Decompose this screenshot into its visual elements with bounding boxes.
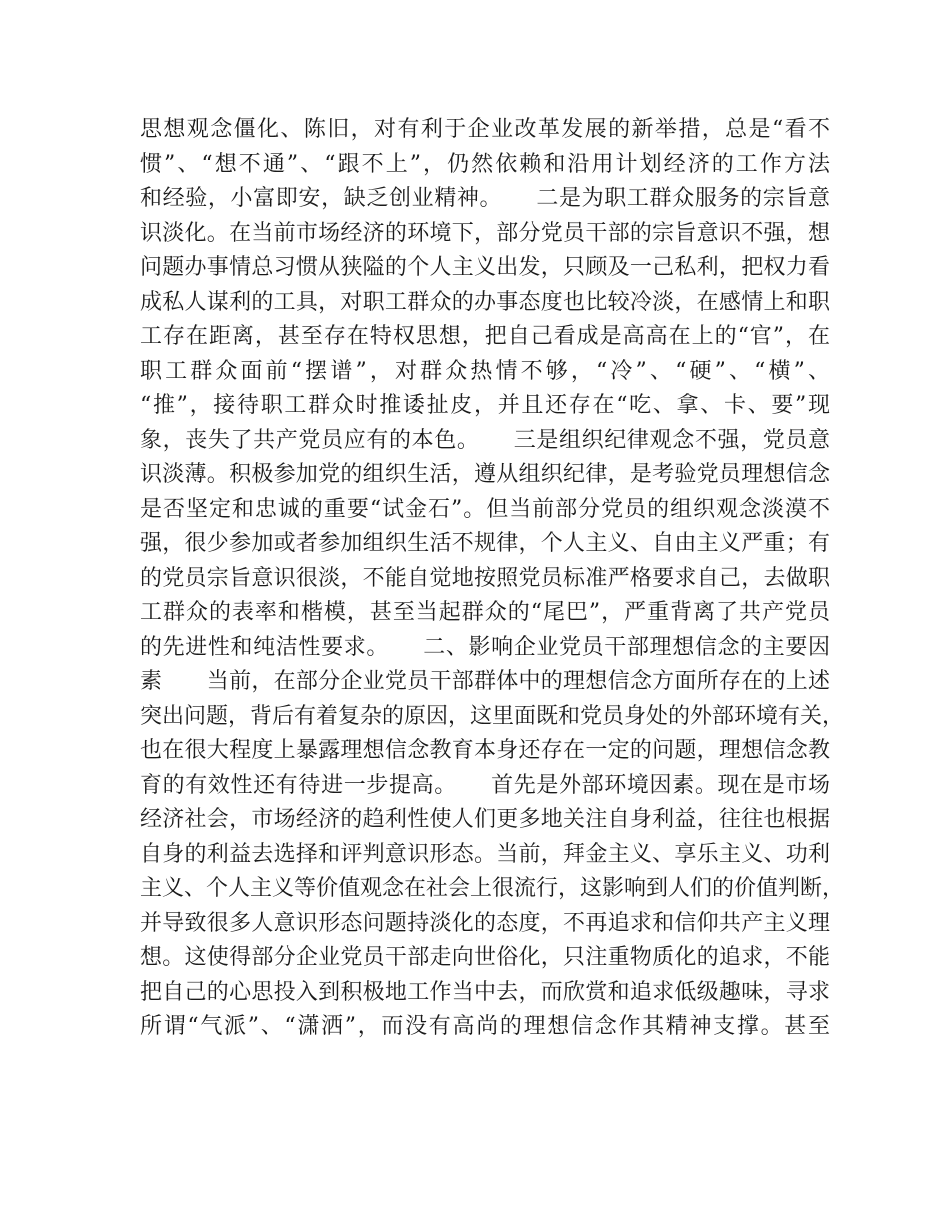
text-line: 识淡化。在当前市场经济的环境下，部分党员干部的宗旨意识不强，想 bbox=[140, 220, 830, 246]
text-line: 的党员宗旨意识很淡，不能自觉地按照党员标准严格要求自己，去做职 bbox=[140, 565, 830, 591]
text-line: 识淡薄。积极参加党的组织生活，遵从组织纪律，是考验党员理想信念 bbox=[140, 462, 830, 487]
text-line: 象，丧失了共产党员应有的本色。 三是组织纪律观念不强，党员意 bbox=[140, 427, 830, 453]
text-line: 经济社会，市场经济的趋利性使人们更多地关注自身利益，往往也根据 bbox=[140, 807, 830, 832]
text-line: 素 当前，在部分企业党员干部群体中的理想信念方面所存在的上述 bbox=[140, 669, 830, 694]
text-line: 也在很大程度上暴露理想信念教育本身还存在一定的问题，理想信念教 bbox=[140, 738, 830, 763]
text-line: 育的有效性还有待进一步提高。 首先是外部环境因素。现在是市场 bbox=[140, 772, 830, 798]
text-line: 想。这使得部分企业党员干部走向世俗化，只注重物质化的追求，不能 bbox=[140, 945, 830, 970]
text-line: 职工群众面前“摆谱”，对群众热情不够，“冷”、“硬”、“横”、 bbox=[140, 358, 830, 384]
text-line: 是否坚定和忠诚的重要“试金石”。但当前部分党员的组织观念淡漠不 bbox=[140, 496, 830, 522]
text-line: 自身的利益去选择和评判意识形态。当前，拜金主义、享乐主义、功利 bbox=[140, 841, 830, 867]
text-line: 和经验，小富即安，缺乏创业精神。 二是为职工群众服务的宗旨意 bbox=[140, 186, 830, 211]
text-line: “推”，接待职工群众时推诿扯皮，并且还存在“吃、拿、卡、要”现 bbox=[140, 393, 830, 418]
text-line: 工存在距离，甚至存在特权思想，把自己看成是高高在上的“官”，在 bbox=[140, 324, 830, 349]
text-line: 把自己的心思投入到积极地工作当中去，而欣赏和追求低级趣味，寻求 bbox=[140, 979, 830, 1005]
text-line: 并导致很多人意识形态问题持淡化的态度，不再追求和信仰共产主义理 bbox=[140, 910, 830, 936]
body-text bbox=[140, 113, 845, 1045]
text-line: 突出问题，背后有着复杂的原因，这里面既和党员身处的外部环境有关， bbox=[140, 703, 845, 729]
text-line: 工群众的表率和楷模，甚至当起群众的“尾巴”，严重背离了共产党员 bbox=[140, 600, 830, 625]
text-line: 思想观念僵化、陈旧，对有利于企业改革发展的新举措，总是“看不 bbox=[140, 117, 830, 142]
text-line: 强，很少参加或者参加组织生活不规律，个人主义、自由主义严重；有 bbox=[140, 531, 830, 556]
text-line: 问题办事情总习惯从狭隘的个人主义出发，只顾及一己私利，把权力看 bbox=[140, 255, 830, 280]
text-line: 所谓“气派”、“潇洒”，而没有高尚的理想信念作其精神支撑。甚至 bbox=[140, 1014, 830, 1039]
text-line: 成私人谋利的工具，对职工群众的办事态度也比较冷淡，在感情上和职 bbox=[140, 289, 830, 315]
text-line: 惯”、“想不通”、“跟不上”，仍然依赖和沿用计划经济的工作方法 bbox=[140, 151, 830, 177]
text-line: 主义、个人主义等价值观念在社会上很流行，这影响到人们的价值判断， bbox=[140, 876, 845, 901]
text-line: 的先进性和纯洁性要求。 二、影响企业党员干部理想信念的主要因 bbox=[140, 634, 830, 660]
